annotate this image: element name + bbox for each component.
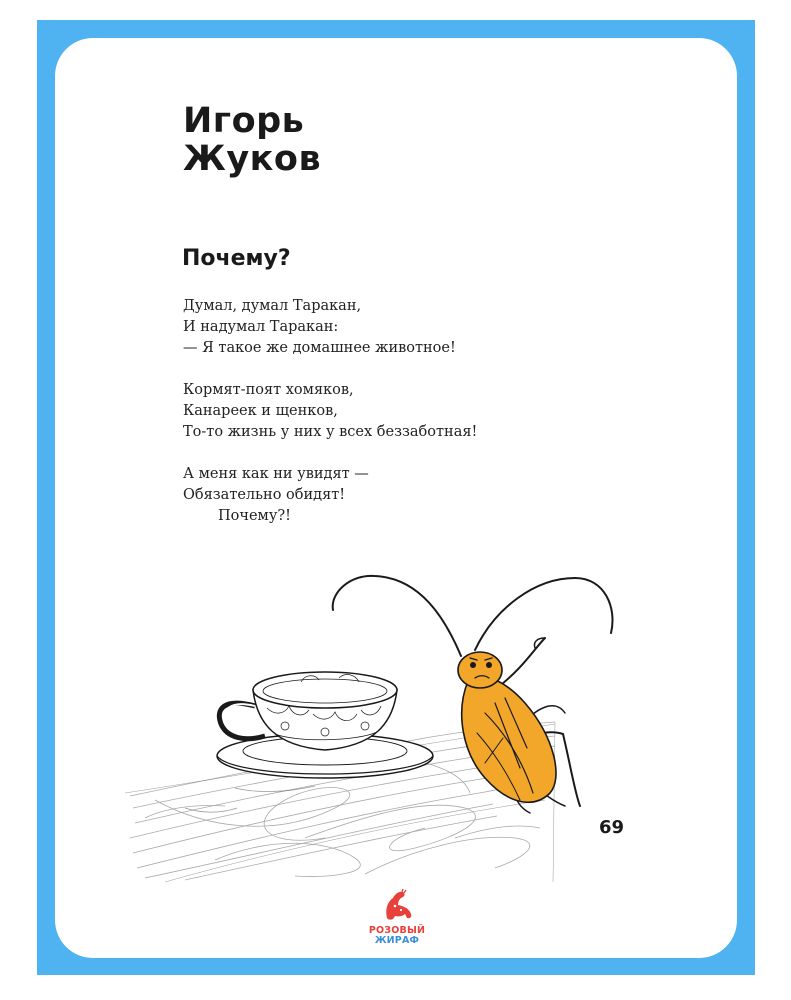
poem-line: И надумал Таракан:	[183, 319, 339, 335]
poem-line: А меня как ни увидят —	[183, 466, 369, 482]
poem-line: Думал, думал Таракан,	[183, 298, 362, 314]
publisher-name-line2: ЖИРАФ	[374, 935, 420, 946]
publisher-name-line1: РОЗОВЫЙ	[368, 925, 426, 936]
giraffe-logo-icon	[365, 888, 429, 922]
poem-body	[183, 296, 477, 548]
cockroach-teacup-illustration	[125, 538, 645, 883]
author-name	[183, 102, 321, 178]
poem-line: Канареек и щенков,	[183, 403, 338, 419]
poem-line: — Я такое же домашнее животное!	[183, 340, 456, 356]
author-last-name: Жуков	[183, 139, 322, 179]
poem-line: Кормят-поят хомяков,	[183, 382, 354, 398]
stanza-1	[183, 296, 477, 359]
poem-line: То-то жизнь у них у всех беззаботная!	[183, 424, 478, 440]
book-page	[55, 38, 737, 958]
poem-line: Обязательно обидят!	[183, 487, 346, 503]
page-number: 69	[599, 817, 625, 838]
poem-line: Почему?!	[218, 508, 291, 524]
poem-title: Почему?	[182, 246, 291, 271]
author-first-name: Игорь	[183, 101, 305, 141]
stanza-3	[183, 464, 477, 527]
stanza-2	[183, 380, 477, 443]
publisher-logo	[365, 888, 429, 946]
